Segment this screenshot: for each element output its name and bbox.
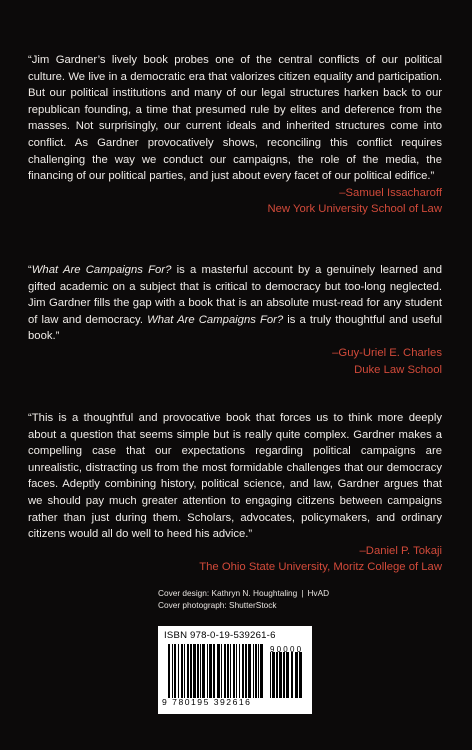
barcode-bar <box>172 644 173 698</box>
photo-credit: Cover photograph: ShutterStock <box>158 600 277 611</box>
attribution-name: –Daniel P. Tokaji <box>359 544 442 557</box>
barcode-bar <box>236 644 237 698</box>
attribution-name: –Guy-Uriel E. Charles <box>332 346 442 359</box>
barcode-bars-main <box>168 644 266 698</box>
barcode-bar <box>200 644 201 698</box>
barcode-bar <box>227 644 229 698</box>
barcode-bar <box>178 644 179 698</box>
design-credit-text: Cover design: Kathryn N. Houghtaling <box>158 588 298 598</box>
attribution-institution: New York University School of Law <box>267 203 442 216</box>
blurb-tokaji <box>28 410 442 576</box>
blurb-text-segment: “This is a thoughtful and provocative book that forces us to think more deeply about a question that seems simple but is really quite complex. Gardner makes a compelling case that our expectations regarding political campaigns are unrealistic, distracting us from the most formidable challenges that our democracy faces. Adeptly combining history, political science, and law, Gardner argues that we should pay much greater attention to engaging citizens between campaigns rather than just during them. Scholars, advocates, policymakers, and ordinary citizens would all do well to heed his advice.” <box>28 412 442 541</box>
isbn-label: ISBN 978-0-19-539261-6 <box>164 630 276 641</box>
barcode-bar <box>239 644 240 698</box>
barcode-bar <box>295 652 298 698</box>
barcode-digits: 9 780195 392616 <box>162 697 252 707</box>
design-firm: HvAD <box>307 588 330 598</box>
blurb-text <box>28 52 442 185</box>
barcode-bar <box>217 644 220 698</box>
cover-credits <box>158 587 329 612</box>
blurb-issacharoff <box>28 52 442 218</box>
barcode-bar <box>184 644 185 698</box>
barcode-bar <box>279 652 282 698</box>
barcode-bar <box>224 644 226 698</box>
blurb-text-segment: “ <box>28 264 32 276</box>
barcode-bar <box>168 644 170 698</box>
barcode-bar <box>260 644 263 698</box>
barcode-bar <box>276 652 278 698</box>
barcode-bar <box>253 644 254 698</box>
barcode-bar <box>283 652 285 698</box>
barcode-bar <box>187 644 189 698</box>
book-title-italic: What Are Campaigns For? <box>31 264 172 276</box>
barcode-bar <box>209 644 212 698</box>
attribution <box>28 345 442 378</box>
barcode-bar <box>255 644 257 698</box>
barcode-addon-digits: 90000 <box>270 645 304 654</box>
barcode-bar <box>174 644 176 698</box>
barcode-bar <box>230 644 231 698</box>
barcode-bar <box>202 644 205 698</box>
barcode-bar <box>272 652 275 698</box>
book-title-italic: What Are Campaigns For? <box>147 313 284 326</box>
credit-separator: | <box>301 588 304 598</box>
blurb-charles <box>28 262 442 378</box>
barcode-bar <box>190 644 192 698</box>
isbn-barcode <box>158 626 312 714</box>
barcode-bar <box>245 644 247 698</box>
barcode-bar <box>207 644 208 698</box>
barcode-bar <box>193 644 196 698</box>
attribution-institution: Duke Law School <box>354 363 442 376</box>
barcode-bar <box>197 644 199 698</box>
blurb-text <box>28 262 442 345</box>
design-credit <box>158 587 329 599</box>
barcode-bar <box>221 644 222 698</box>
blurb-text-segment: “Jim Gardner’s lively book probes one of the central conflicts of our political culture. We live in a democratic era that valorizes citizen equality and participation. But our political institutions and many of our legal structures harken back to our republican founding, a time that presumed rule by elites and deference from the masses. Not surprisingly, our current ideals and inherited structures come into conflict. As Gardner provocatively shows, reconciling this conflict requires challenging the way we conduct our campaigns, the role of the media, the financing of our political parties, and just about every facet of our political edifice.” <box>28 54 442 183</box>
blurb-text-segment: is a truly thoughtful and useful book.” <box>28 313 443 343</box>
barcode-bar <box>299 652 302 698</box>
barcode-bar <box>286 652 289 698</box>
barcode-bar <box>242 644 244 698</box>
barcode-bar <box>213 644 215 698</box>
barcode-bar <box>270 652 271 698</box>
barcode-bar <box>181 644 183 698</box>
barcode-bar <box>233 644 235 698</box>
attribution-institution: The Ohio State University, Moritz College of Law <box>199 561 442 574</box>
barcode-bars-addon <box>270 652 304 698</box>
blurb-text <box>28 410 442 543</box>
attribution <box>28 543 442 576</box>
attribution-name: –Samuel Issacharoff <box>339 186 442 199</box>
barcode-bar <box>248 644 251 698</box>
attribution <box>28 185 442 218</box>
blurb-text-segment: is a masterful account by a genuinely learned and gifted academic on a subject that is critical to democracy but too-long neglected. Jim Gardner fills the gap with a book that is an absolute must-read for any student of law and democracy. <box>28 264 443 326</box>
barcode-bar <box>258 644 259 698</box>
barcode-bar <box>291 652 293 698</box>
